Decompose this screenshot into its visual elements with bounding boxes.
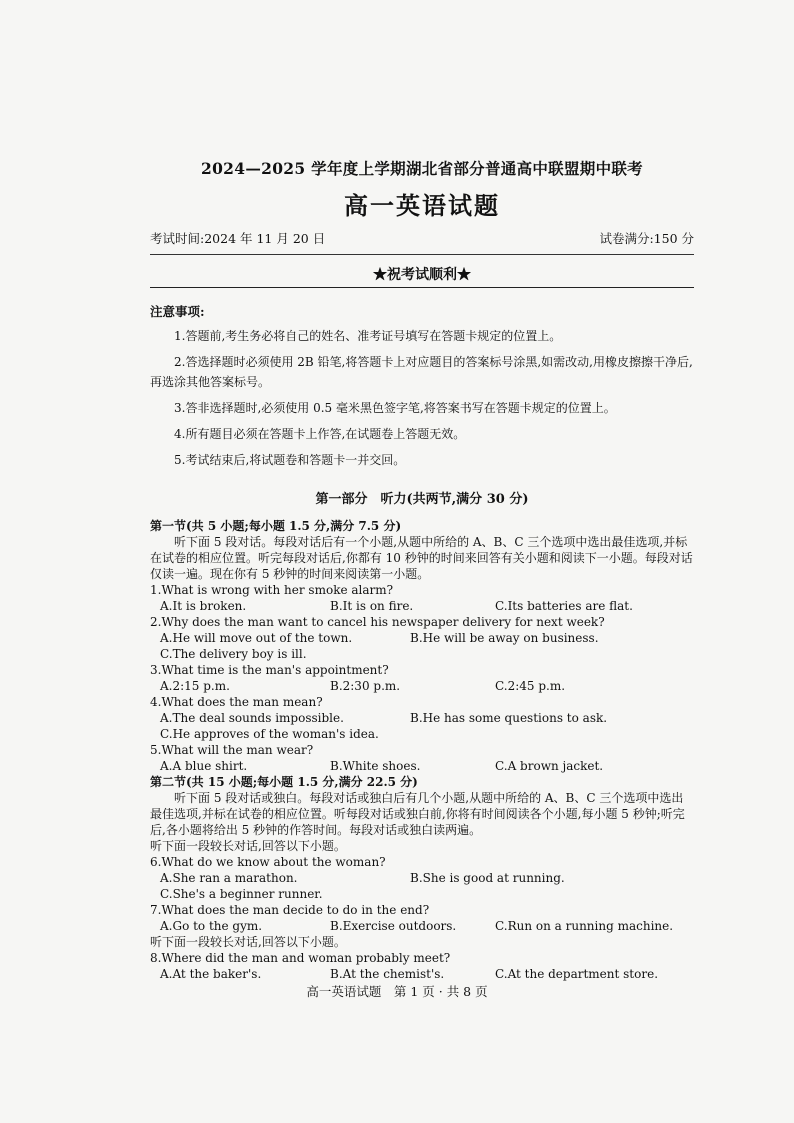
option-a: A.A blue shirt. (160, 759, 248, 773)
options-row (150, 710, 694, 726)
option-b: B.She is good at running. (410, 871, 565, 885)
option-c: C.He approves of the woman's idea. (160, 727, 379, 741)
options-row (150, 758, 694, 774)
option-a: A.The deal sounds impossible. (160, 711, 344, 725)
section1-title: 第一节(共 5 小题;每小题 1.5 分,满分 7.5 分) (150, 519, 402, 533)
dialogue-lead: 听下面一段较长对话,回答以下小题。 (150, 935, 346, 949)
blessing-divider (150, 287, 694, 288)
question-7 (150, 902, 694, 934)
option-c: C.The delivery boy is ill. (160, 647, 307, 661)
listening-section-2 (150, 774, 694, 982)
listening-section-1 (150, 518, 694, 774)
question-4 (150, 694, 694, 742)
note-item: 1.答题前,考生务必将自己的姓名、准考证号填写在答题卡规定的位置上。 (174, 329, 562, 343)
section1-instructions: 听下面 5 段对话。每段对话后有一个小题,从题中所给的 A、B、C 三个选项中选出最佳选项,并标在试卷的相应位置。听完每段对话后,你都有 10 秒钟的时间来回答有关小题和阅读下一小题。每段对话仅读一遍。现在你有 5 秒钟的时间来阅读第一小题。 (150, 535, 693, 581)
question-1 (150, 582, 694, 614)
note-item: 3.答非选择题时,必须使用 0.5 毫米黑色签字笔,将答案书写在答题卡规定的位置上。 (174, 401, 616, 415)
option-a: A.It is broken. (160, 599, 247, 613)
option-c: C.Run on a running machine. (495, 919, 674, 933)
option-b: B.Exercise outdoors. (330, 919, 457, 933)
meta-divider (150, 254, 694, 255)
option-b: B.He has some questions to ask. (410, 711, 608, 725)
question-stem: 4.What does the man mean? (150, 695, 323, 709)
question-stem: 1.What is wrong with her smoke alarm? (150, 583, 394, 597)
options-row (150, 918, 694, 934)
option-c: C.A brown jacket. (495, 759, 604, 773)
exam-meta-row (150, 230, 694, 248)
section2-instructions: 听下面 5 段对话或独白。每段对话或独白后有几个小题,从题中所给的 A、B、C 三个选项中选出最佳选项,并标在试卷的相应位置。听每段对话或独白前,你将有时间阅读各个小题,每小题 5 秒钟;听完后,各小题将给出 5 秒钟的作答时间。每段对话或独白读两遍。 (150, 791, 685, 837)
option-a: A.Go to the gym. (160, 919, 263, 933)
option-b: B.White shoes. (330, 759, 421, 773)
blessing-banner: ★祝考试顺利★ (373, 267, 471, 283)
option-a: A.She ran a marathon. (160, 871, 298, 885)
option-c: C.Its batteries are flat. (495, 599, 633, 613)
dialogue-lead: 听下面一段较长对话,回答以下小题。 (150, 839, 346, 853)
options-row (150, 678, 694, 694)
option-b: B.It is on fire. (330, 599, 414, 613)
options-row (150, 966, 694, 982)
option-a: A.He will move out of the town. (160, 631, 353, 645)
exam-title: 2024—2025 学年度上学期湖北省部分普通高中联盟期中联考 (201, 159, 643, 178)
question-stem: 2.Why does the man want to cancel his newspaper delivery for next week? (150, 615, 605, 629)
options-row (150, 630, 694, 646)
option-b: B.He will be away on business. (410, 631, 599, 645)
option-c: C.At the department store. (495, 967, 659, 981)
options-row (150, 870, 694, 886)
section2-title: 第二节(共 15 小题;每小题 1.5 分,满分 22.5 分) (150, 775, 418, 789)
question-stem: 5.What will the man wear? (150, 743, 314, 757)
question-8 (150, 950, 694, 982)
option-a: A.At the baker's. (160, 967, 262, 981)
note-item: 5.考试结束后,将试题卷和答题卡一并交回。 (174, 453, 406, 467)
full-score: 试卷满分:150 分 (599, 231, 694, 246)
notes-section (150, 304, 694, 470)
note-item: 2.答选择题时必须使用 2B 铅笔,将答题卡上对应题目的答案标号涂黑,如需改动,用橡皮擦擦干净后,再选涂其他答案标号。 (150, 355, 693, 389)
question-stem: 3.What time is the man's appointment? (150, 663, 389, 677)
part1-title: 第一部分 听力(共两节,满分 30 分) (315, 492, 529, 507)
option-b: B.At the chemist's. (330, 967, 445, 981)
question-stem: 6.What do we know about the woman? (150, 855, 386, 869)
option-c: C.2:45 p.m. (495, 679, 566, 693)
options-row (150, 598, 694, 614)
note-item: 4.所有题目必须在答题卡上作答,在试题卷上答题无效。 (174, 427, 466, 441)
question-5 (150, 742, 694, 774)
question-stem: 8.Where did the man and woman probably meet? (150, 951, 451, 965)
page-footer: 高一英语试题 第 1 页 · 共 8 页 (306, 984, 488, 999)
exam-time: 考试时间:2024 年 11 月 20 日 (150, 231, 326, 246)
option-b: B.2:30 p.m. (330, 679, 401, 693)
option-a: A.2:15 p.m. (160, 679, 230, 693)
subject-title: 高一英语试题 (344, 191, 500, 220)
question-6 (150, 854, 694, 902)
notes-title: 注意事项: (150, 304, 205, 319)
question-3 (150, 662, 694, 694)
option-c: C.She's a beginner runner. (160, 887, 323, 901)
question-stem: 7.What does the man decide to do in the end? (150, 903, 430, 917)
question-2 (150, 614, 694, 662)
